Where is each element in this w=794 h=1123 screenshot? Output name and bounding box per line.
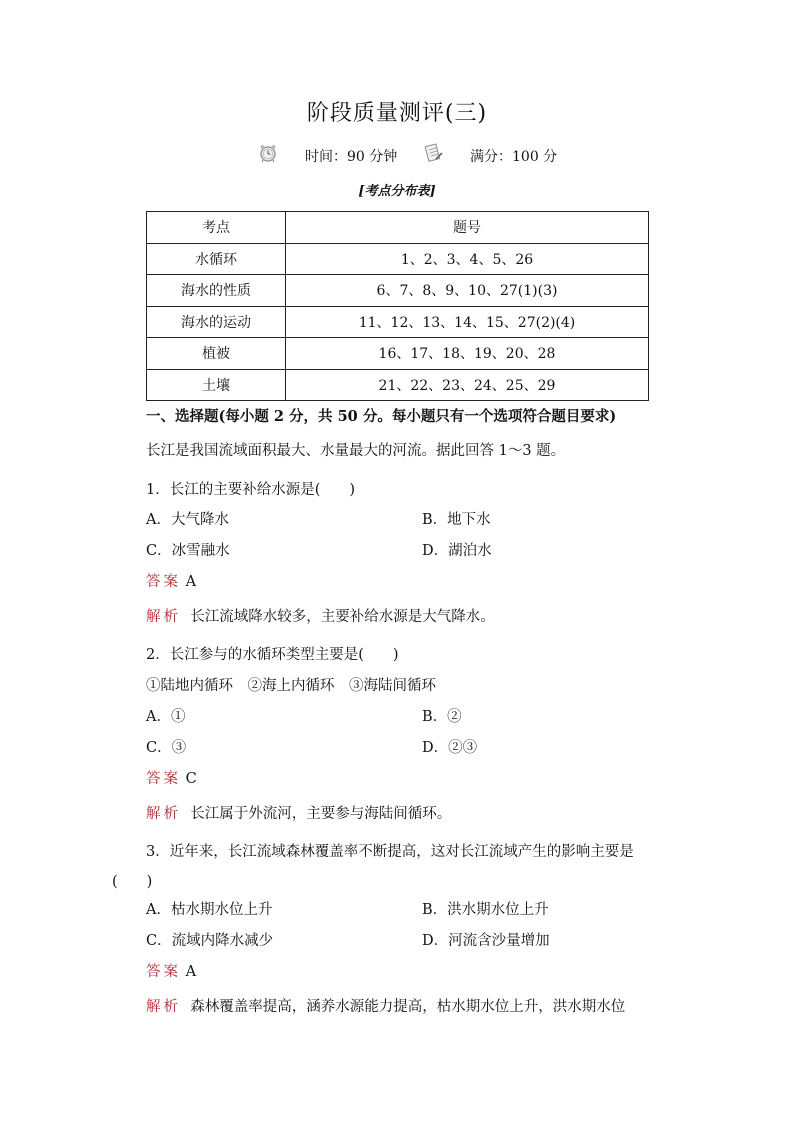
analysis-text: 森林覆盖率提高，涵养水源能力提高，枯水期水位上升，洪水期水位 — [190, 999, 626, 1015]
table-cell: 16、17、18、19、20、28 — [286, 338, 649, 370]
option-d: D．②③ — [422, 740, 478, 756]
option-c: C．冰雪融水 — [146, 543, 230, 559]
option-a: A．① — [146, 709, 186, 725]
section-heading: 一、选择题(每小题 2 分，共 50 分。每小题只有一个选项符合题目要求) — [146, 408, 617, 425]
question-stem: 3．近年来，长江流域森林覆盖率不断提高，这对长江流域产生的影响主要是 — [146, 844, 634, 860]
analysis-text: 长江流域降水较多，主要补给水源是大气降水。 — [190, 609, 495, 625]
analysis-text: 长江属于外流河，主要参与海陆间循环。 — [190, 806, 452, 822]
option-d: D．河流含沙量增加 — [422, 933, 550, 949]
answer-line — [146, 960, 196, 981]
table-row — [147, 275, 649, 307]
table-cell: 1、2、3、4、5、26 — [286, 243, 649, 275]
time-limit: 时间：90 分钟 — [305, 149, 398, 165]
table-cell: 11、12、13、14、15、27(2)(4) — [286, 306, 649, 338]
analysis-line — [146, 802, 451, 823]
question-stem-continued: ( ) — [112, 874, 153, 890]
table-cell: 21、22、23、24、25、29 — [286, 369, 649, 401]
option-c: C．③ — [146, 740, 187, 756]
answer-line — [146, 570, 196, 591]
answer-value: A — [185, 574, 197, 590]
table-caption: [考点分布表] — [358, 184, 436, 199]
analysis-label: 解析 — [146, 999, 181, 1015]
question-stem: 1．长江的主要补给水源是( ) — [146, 482, 356, 498]
table-row — [147, 306, 649, 338]
answer-value: C — [185, 771, 197, 787]
answer-line — [146, 767, 197, 788]
answer-label: 答案 — [146, 574, 181, 590]
option-d: D．湖泊水 — [422, 543, 492, 559]
topic-distribution-table — [146, 211, 649, 401]
column-header: 考点 — [147, 212, 286, 244]
table-cell: 6、7、8、9、10、27(1)(3) — [286, 275, 649, 307]
table-row — [147, 369, 649, 401]
answer-value: A — [185, 964, 197, 980]
table-cell: 植被 — [147, 338, 286, 370]
option-b: B．洪水期水位上升 — [422, 902, 549, 918]
option-b: B．② — [422, 709, 462, 725]
statement-options: ①陆地内循环 ②海上内循环 ③海陆间循环 — [146, 678, 436, 694]
table-cell: 海水的运动 — [147, 306, 286, 338]
table-row — [147, 243, 649, 275]
column-header: 题号 — [286, 212, 649, 244]
table-cell: 水循环 — [147, 243, 286, 275]
analysis-label: 解析 — [146, 806, 181, 822]
answer-label: 答案 — [146, 771, 181, 787]
analysis-line — [146, 605, 495, 626]
question-stem: 2．长江参与的水循环类型主要是( ) — [146, 647, 399, 663]
analysis-label: 解析 — [146, 609, 181, 625]
analysis-line — [146, 995, 625, 1016]
alarm-clock-icon — [258, 143, 278, 167]
option-a: A．枯水期水位上升 — [146, 902, 273, 918]
question-intro: 长江是我国流域面积最大、水量最大的河流。据此回答 1～3 题。 — [146, 443, 566, 459]
answer-label: 答案 — [146, 964, 181, 980]
option-b: B．地下水 — [422, 512, 491, 528]
option-a: A．大气降水 — [146, 512, 229, 528]
option-c: C．流域内降水减少 — [146, 933, 274, 949]
table-row — [147, 338, 649, 370]
exam-paper-icon — [424, 143, 444, 167]
table-header-row — [147, 212, 649, 244]
table-cell: 海水的性质 — [147, 275, 286, 307]
page-title: 阶段质量测评(三) — [306, 101, 488, 126]
full-score: 满分：100 分 — [470, 149, 558, 165]
table-cell: 土壤 — [147, 369, 286, 401]
